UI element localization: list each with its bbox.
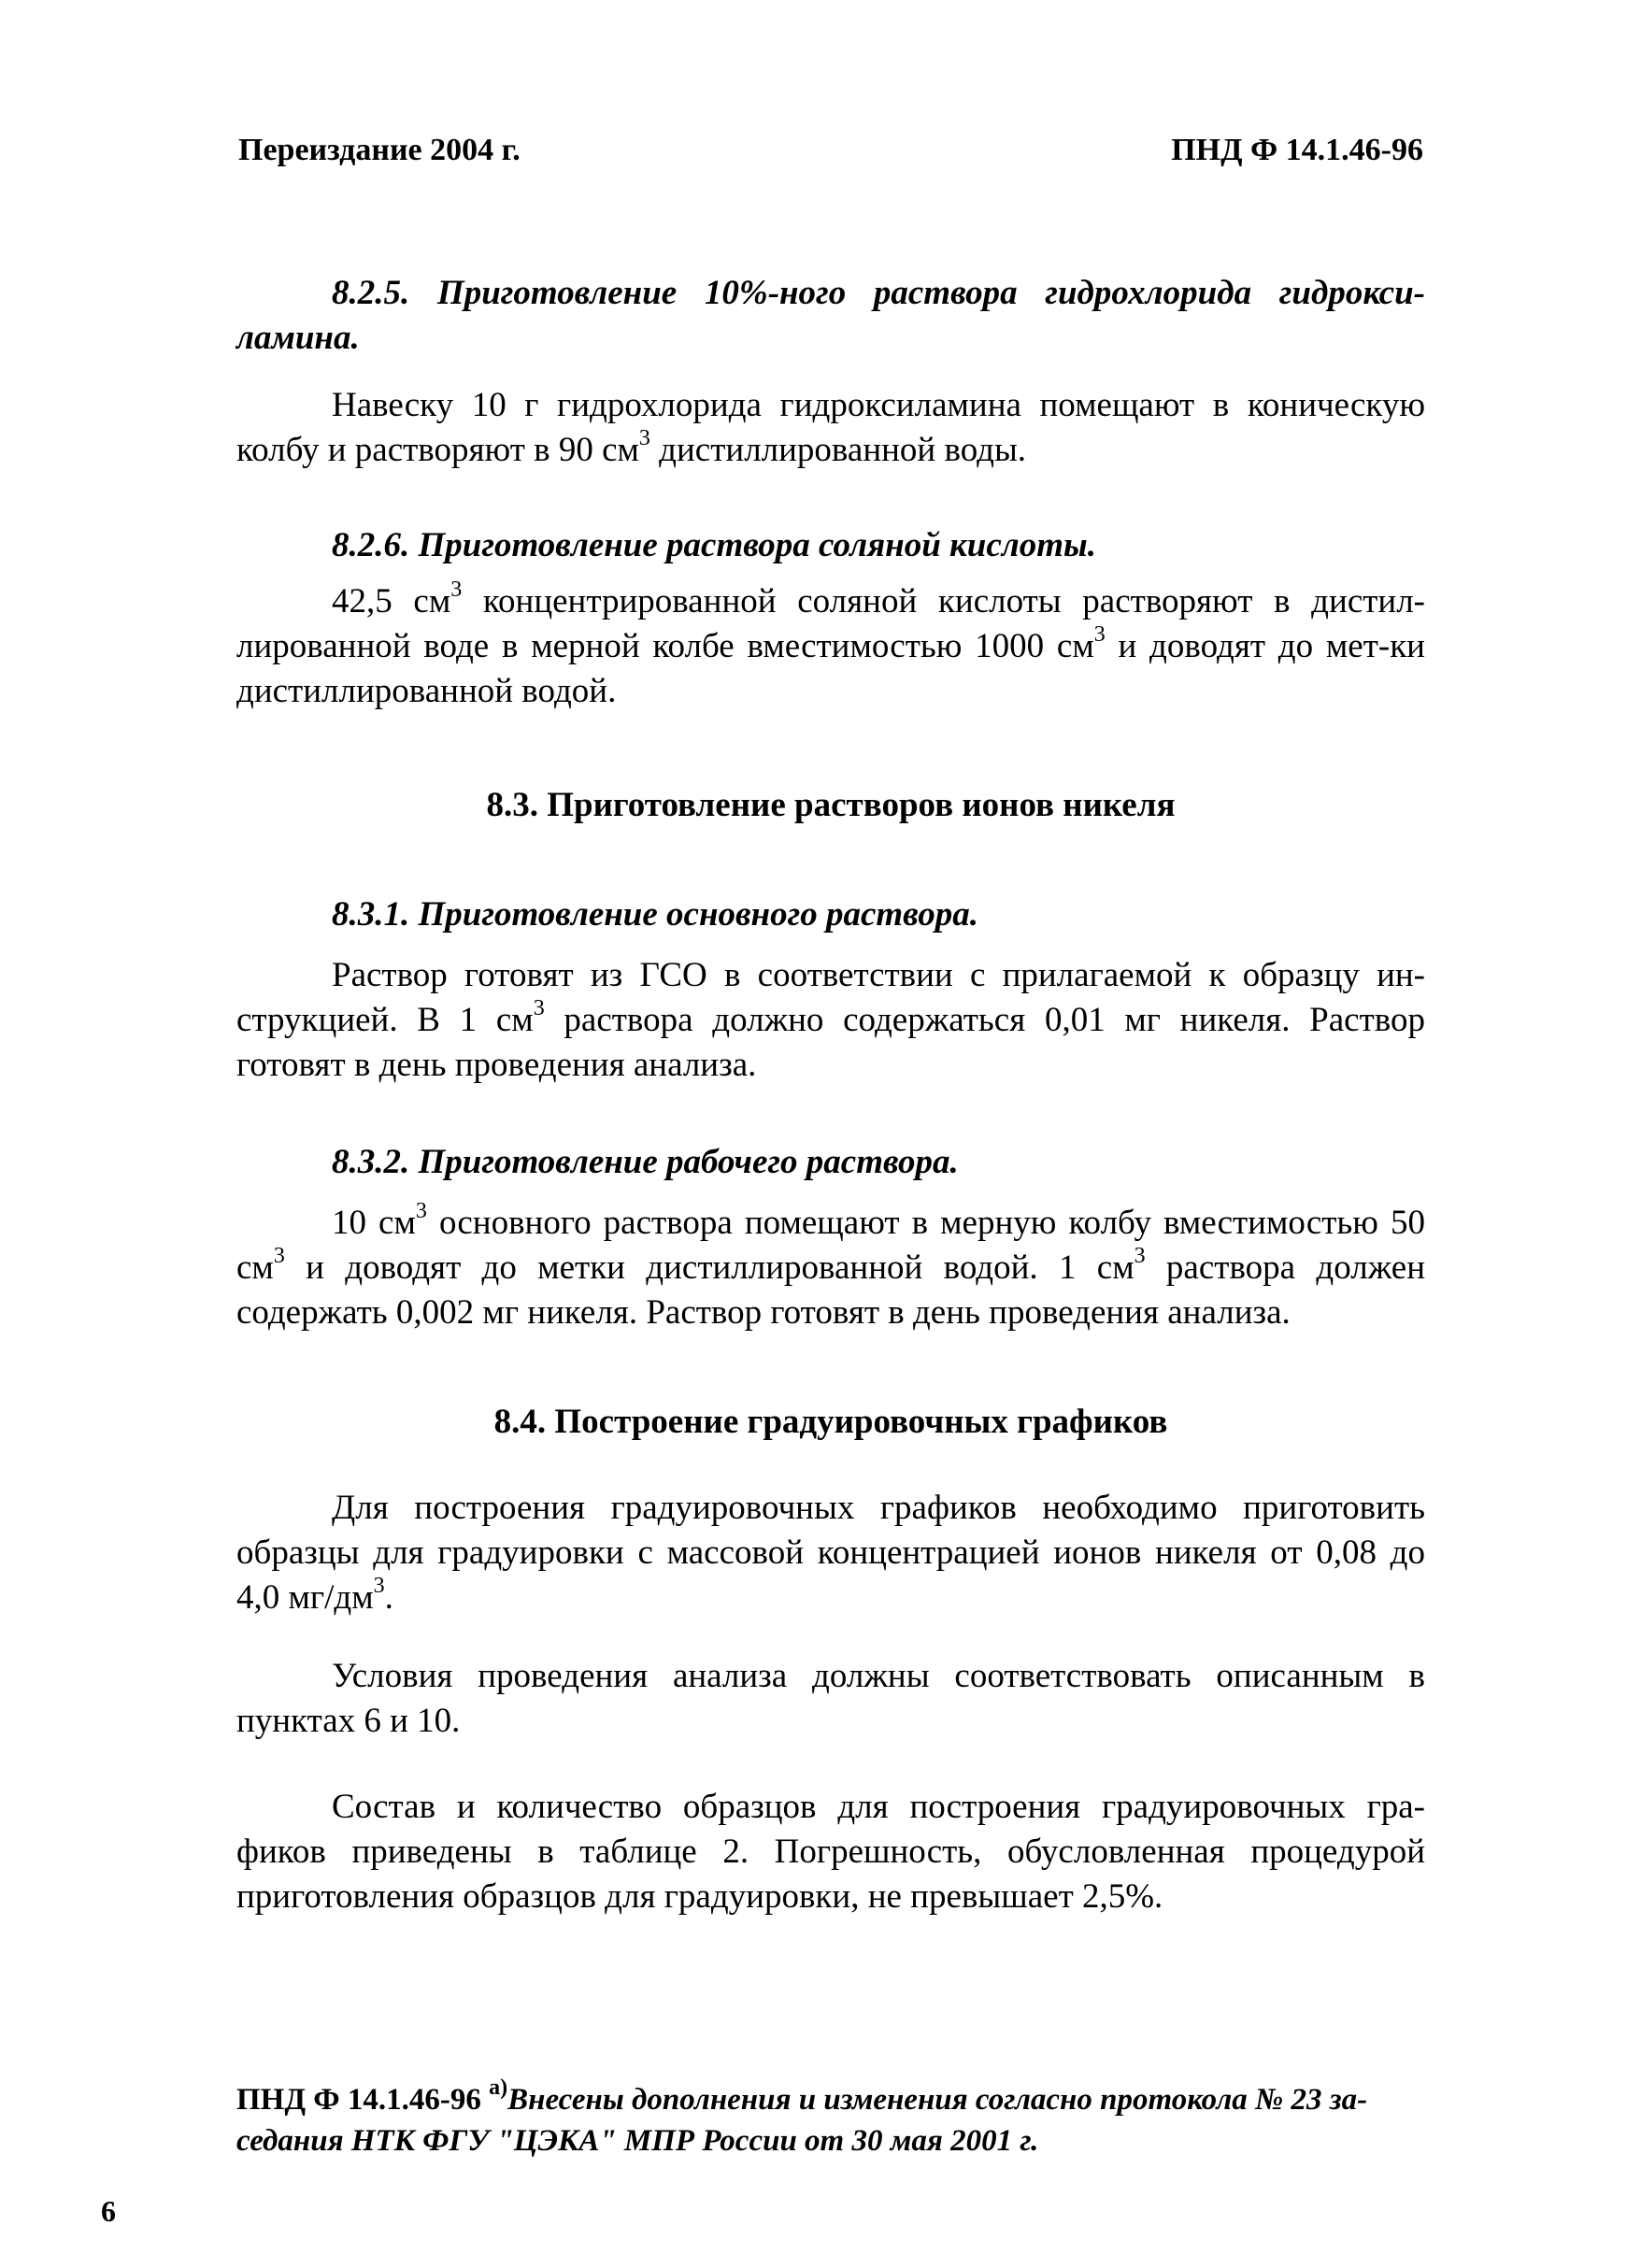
- heading-8-2-5: 8.2.5. Приготовление 10%-ного раствора гидрохлорида гидрокси-ламина.: [236, 274, 1425, 357]
- heading-8-3-2: 8.3.2. Приготовление рабочего раствора.: [332, 1143, 959, 1181]
- heading-8-3: 8.3. Приготовление растворов ионов никеля: [486, 786, 1176, 824]
- footnote-mark: а): [489, 2075, 508, 2100]
- page-number: 6: [101, 2194, 116, 2228]
- heading-8-4: 8.4. Построение градуировочных графиков: [493, 1403, 1168, 1441]
- heading-8-2-6: 8.2.6. Приготовление раствора соляной кислоты.: [332, 526, 1096, 564]
- heading-8-3-1: 8.3.1. Приготовление основного раствора.: [332, 895, 978, 934]
- paragraph-8-4-2: Условия проведения анализа должны соответствовать описанным в пунктах 6 и 10.: [236, 1657, 1425, 1740]
- paragraph-8-4-1: Для построения градуировочных графиков необходимо приготовить образцы для градуировки с массовой концентрацией ионов никеля от 0,08 до 4,0 $мг/дм^3$.: [236, 1489, 1425, 1617]
- paragraph-8-3-2: 10 $см^3$ основного раствора помещают в мерную колбу вместимостью 50 $см^3$ и доводят до метки дистиллированной водой. 1 $см^3$ раствора должен содержать 0,002 мг никеля. Раствор готовят в день проведения анализа.: [236, 1198, 1425, 1332]
- paragraph-8-2-5: Навеску 10 г гидрохлорида гидроксиламина помещают в коническую колбу и растворяют в 90 $см^3$ дистиллированной воды.: [236, 386, 1425, 469]
- footnote: ПНД Ф 14.1.46-96 $^{а)}$Внесены дополнения и изменения согласно протокола № 23 за-седания НТК ФГУ "ЦЭКА" МПР России от 30 мая 2001 г.: [236, 2075, 1368, 2158]
- paragraph-8-4-3: Состав и количество образцов для построения градуировочных гра-фиков приведены в таблице 2. Погрешность, обусловленная процедурой приготовления образцов для градуировки, не превышает 2,5%.: [236, 1788, 1425, 1916]
- header-document-code: ПНД Ф 14.1.46-96: [1171, 133, 1423, 167]
- paragraph-8-2-6: 42,5 $см^3$ концентрированной соляной кислоты растворяют в дистил-лированной воде в мерной колбе вместимостью 1000 $см^3$ и доводят до мет-ки дистиллированной водой.: [236, 577, 1425, 710]
- header-reissue: Переиздание 2004 г.: [238, 133, 521, 167]
- paragraph-8-3-1: Раствор готовят из ГСО в соответствии с прилагаемой к образцу ин-струкцией. В 1 $см^3$ раствора должно содержаться 0,01 мг никеля. Раствор готовят в день проведения анализа.: [236, 956, 1425, 1084]
